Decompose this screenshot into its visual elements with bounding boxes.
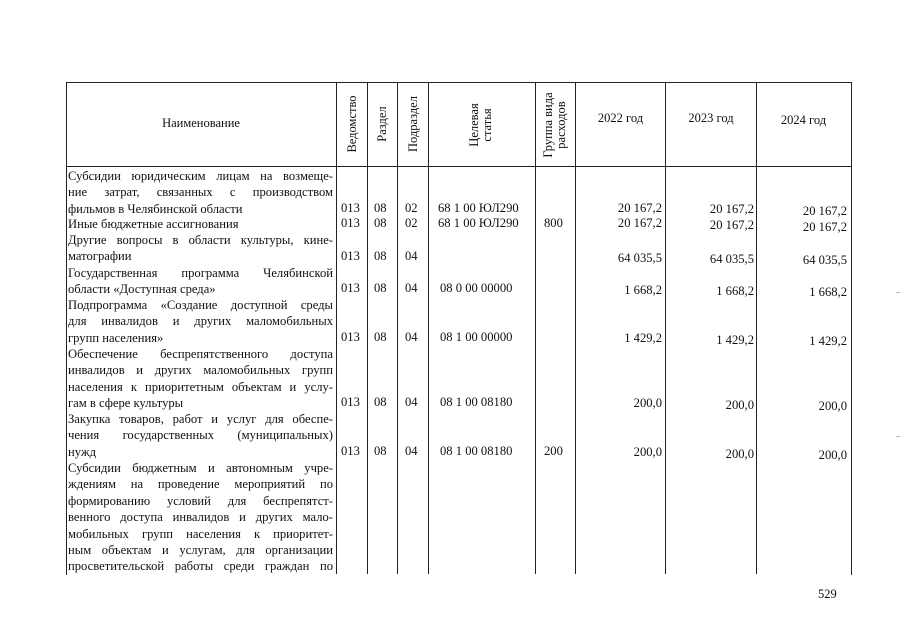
cell-podrazdel: 04 bbox=[405, 249, 418, 263]
name-line: Государственная программа Челябинской bbox=[68, 266, 333, 280]
header-podrazdel: Подраздел bbox=[406, 96, 420, 152]
header-group-line1: Группа вида bbox=[541, 92, 555, 158]
cell-group: 200 bbox=[544, 444, 563, 458]
cell-razdel: 08 bbox=[374, 216, 387, 230]
cell-2024: 200,0 bbox=[818, 448, 847, 462]
name-line: ждениям на проведение мероприятий по bbox=[68, 477, 333, 492]
cell-2023: 200,0 bbox=[725, 398, 754, 412]
col-divider bbox=[756, 82, 757, 574]
cell-2024: 1 429,2 bbox=[809, 334, 847, 348]
cell-2024: 1 668,2 bbox=[809, 285, 847, 299]
cell-target: 68 1 00 ЮЛ290 bbox=[438, 201, 519, 215]
cell-podrazdel: 02 bbox=[405, 201, 418, 215]
name-line: фильмов в Челябинской области bbox=[68, 201, 243, 216]
name-line: матографии bbox=[68, 249, 132, 264]
cell-target: 08 1 00 00000 bbox=[440, 330, 513, 344]
cell-2023: 1 429,2 bbox=[716, 333, 754, 347]
scan-mark bbox=[896, 292, 900, 293]
cell-podrazdel: 02 bbox=[405, 216, 418, 230]
cell-ved: 013 bbox=[341, 395, 360, 409]
col-divider bbox=[535, 82, 536, 574]
name-line: ным объектам и услугам, для организации bbox=[68, 543, 333, 558]
cell-ved: 013 bbox=[341, 201, 360, 215]
row-name bbox=[68, 297, 333, 346]
scan-mark bbox=[896, 436, 900, 437]
row-name bbox=[68, 232, 333, 265]
cell-target: 68 1 00 ЮЛ290 bbox=[438, 216, 519, 230]
header-name: Наименование bbox=[162, 116, 240, 130]
cell-ved: 013 bbox=[341, 330, 360, 344]
cell-podrazdel: 04 bbox=[405, 330, 418, 344]
row-name bbox=[68, 346, 333, 412]
cell-razdel: 08 bbox=[374, 395, 387, 409]
header-target-line1: Целевая bbox=[467, 103, 481, 147]
name-line: для инвалидов и других маломобильных bbox=[68, 314, 333, 329]
name-line: населения к приоритетным объектам и услу- bbox=[68, 379, 333, 394]
cell-podrazdel: 04 bbox=[405, 281, 418, 295]
cell-2024: 64 035,5 bbox=[802, 253, 847, 267]
col-divider bbox=[428, 82, 429, 574]
cell-2022: 64 035,5 bbox=[617, 251, 662, 265]
col-divider bbox=[665, 82, 666, 574]
header-2023: 2023 год bbox=[688, 111, 734, 125]
name-line: мобильных групп населения к приоритет- bbox=[68, 526, 333, 541]
col-divider bbox=[397, 82, 398, 574]
name-line: просветительской работы среди граждан по bbox=[68, 559, 333, 574]
cell-2022: 200,0 bbox=[633, 445, 662, 459]
cell-2024: 20 167,2 bbox=[802, 204, 847, 218]
col-divider bbox=[336, 82, 337, 574]
cell-target: 08 0 00 00000 bbox=[440, 281, 513, 295]
name-line: инвалидов и других маломобильных групп bbox=[68, 363, 333, 378]
name-line: гам в сфере культуры bbox=[68, 396, 184, 411]
cell-2024: 20 167,2 bbox=[802, 220, 847, 234]
cell-2023: 1 668,2 bbox=[716, 284, 754, 298]
cell-2023: 64 035,5 bbox=[709, 252, 754, 266]
name-line: Иные бюджетные ассигнования bbox=[68, 217, 239, 231]
header-target-line2: статья bbox=[480, 108, 494, 142]
cell-2022: 200,0 bbox=[633, 396, 662, 410]
name-line: венного доступа инвалидов и других мало- bbox=[68, 510, 333, 525]
cell-target: 08 1 00 08180 bbox=[440, 395, 513, 409]
cell-group: 800 bbox=[544, 216, 563, 230]
name-line: групп населения» bbox=[68, 330, 164, 345]
header-target bbox=[468, 79, 494, 171]
name-line: формированию условий для беспрепятст- bbox=[68, 493, 333, 508]
cell-razdel: 08 bbox=[374, 330, 387, 344]
header-vedomstvo: Ведомство bbox=[345, 95, 359, 153]
name-line: области «Доступная среда» bbox=[68, 282, 216, 297]
cell-podrazdel: 04 bbox=[405, 444, 418, 458]
cell-2022: 20 167,2 bbox=[617, 201, 662, 215]
name-line: Другие вопросы в области культуры, кине- bbox=[68, 233, 333, 247]
col-divider bbox=[575, 82, 576, 574]
cell-2023: 20 167,2 bbox=[709, 202, 754, 216]
header-2024: 2024 год bbox=[780, 113, 827, 127]
name-line: Подпрограмма «Создание доступной среды bbox=[68, 298, 333, 312]
name-line: чения государственных (муниципальных) bbox=[68, 428, 333, 443]
row-name bbox=[68, 168, 333, 217]
cell-target: 08 1 00 08180 bbox=[440, 444, 513, 458]
row-name bbox=[68, 411, 333, 460]
cell-2022: 1 668,2 bbox=[624, 283, 662, 297]
cell-2022: 1 429,2 bbox=[624, 331, 662, 345]
row-name bbox=[68, 216, 333, 232]
cell-2022: 20 167,2 bbox=[617, 216, 662, 230]
name-line: Обеспечение беспрепятственного доступа bbox=[68, 347, 333, 361]
cell-podrazdel: 04 bbox=[405, 395, 418, 409]
cell-razdel: 08 bbox=[374, 444, 387, 458]
cell-razdel: 08 bbox=[374, 281, 387, 295]
col-divider bbox=[367, 82, 368, 574]
name-line: Субсидии юридическим лицам на возмеще- bbox=[68, 169, 333, 183]
header-group-line2: расходов bbox=[554, 101, 568, 149]
cell-2023: 20 167,2 bbox=[709, 218, 754, 232]
cell-razdel: 08 bbox=[374, 249, 387, 263]
name-line: ние затрат, связанных с производством bbox=[68, 185, 333, 200]
name-line: Закупка товаров, работ и услуг для обеспе- bbox=[68, 412, 333, 426]
page-number: 529 bbox=[818, 587, 837, 601]
name-line: нужд bbox=[68, 444, 96, 459]
cell-ved: 013 bbox=[341, 249, 360, 263]
cell-razdel: 08 bbox=[374, 201, 387, 215]
row-name bbox=[68, 460, 333, 575]
header-divider bbox=[66, 166, 851, 167]
cell-2024: 200,0 bbox=[818, 399, 847, 413]
cell-ved: 013 bbox=[341, 216, 360, 230]
cell-2023: 200,0 bbox=[725, 447, 754, 461]
header-2022: 2022 год bbox=[597, 111, 644, 125]
header-group bbox=[542, 79, 568, 171]
header-razdel: Раздел bbox=[375, 106, 389, 142]
name-line: Субсидии бюджетным и автономным учре- bbox=[68, 461, 333, 475]
row-name bbox=[68, 265, 333, 298]
cell-ved: 013 bbox=[341, 281, 360, 295]
cell-ved: 013 bbox=[341, 444, 360, 458]
